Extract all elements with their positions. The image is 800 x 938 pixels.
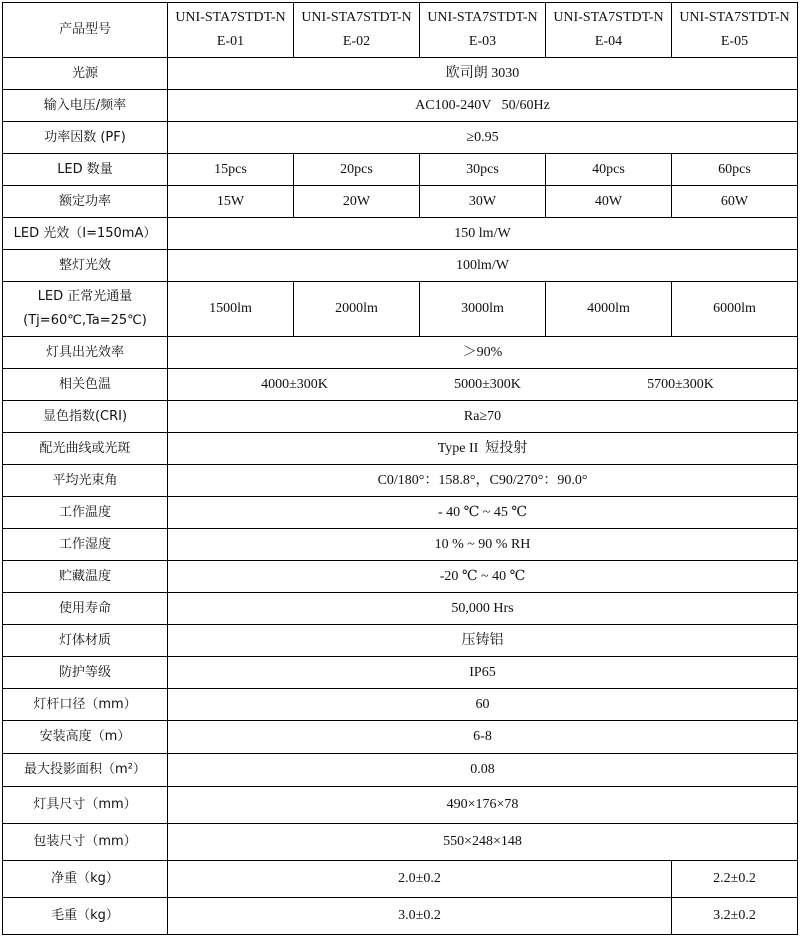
cct-value-4000: 4000±300K [261, 376, 328, 392]
table-row-rated-power [3, 186, 798, 218]
operating-temp-label: 工作温度 [3, 497, 168, 529]
cct-values [168, 369, 798, 401]
light-source-label: 光源 [3, 58, 168, 90]
table-row-input-voltage [3, 90, 798, 122]
table-row-distribution [3, 433, 798, 465]
ip-rating-label: 防护等级 [3, 657, 168, 689]
led-quantity-e04: 40pcs [546, 154, 672, 186]
install-height-value: 6-8 [168, 721, 798, 754]
operating-humidity-value: 10 % ~ 90 % RH [168, 529, 798, 561]
spec-sheet [2, 2, 797, 935]
led-quantity-e01: 15pcs [168, 154, 294, 186]
cct-value-5000: 5000±300K [454, 376, 521, 392]
led-efficacy-value: 150 lm/W [168, 218, 798, 250]
luminous-flux-e03: 3000lm [420, 282, 546, 337]
table-row-lamp-efficacy [3, 250, 798, 282]
luminous-flux-label: LED 正常光通量 (Tj=60℃,Ta=25℃) [3, 282, 168, 337]
luminous-flux-e04: 4000lm [546, 282, 672, 337]
net-weight-label: 净重（kg） [3, 861, 168, 898]
rated-power-e01: 15W [168, 186, 294, 218]
table-row-gross-weight [3, 898, 798, 935]
beam-angle-label: 平均光束角 [3, 465, 168, 497]
table-row-power-factor [3, 122, 798, 154]
led-quantity-e05: 60pcs [672, 154, 798, 186]
table-row-net-weight [3, 861, 798, 898]
table-row-projected-area [3, 754, 798, 787]
gross-weight-e05: 3.2±0.2 [672, 898, 798, 935]
distribution-label: 配光曲线或光斑 [3, 433, 168, 465]
table-row-package-size [3, 824, 798, 861]
install-height-label: 安装高度（m） [3, 721, 168, 754]
rated-power-e02: 20W [294, 186, 420, 218]
table-row-cri [3, 401, 798, 433]
table-row-storage-temp [3, 561, 798, 593]
ip-rating-value: IP65 [168, 657, 798, 689]
light-source-value: 欧司朗 3030 [168, 58, 798, 90]
table-row-pole-diameter [3, 689, 798, 721]
power-factor-value: ≥0.95 [168, 122, 798, 154]
led-quantity-e02: 20pcs [294, 154, 420, 186]
model-cell-e04: UNI-STA7STDT-N E-04 [546, 3, 672, 58]
lamp-efficacy-value: 100lm/W [168, 250, 798, 282]
distribution-value: Type II 短投射 [168, 433, 798, 465]
luminous-flux-e01: 1500lm [168, 282, 294, 337]
table-row-fixture-efficiency [3, 337, 798, 369]
gross-weight-label: 毛重（kg） [3, 898, 168, 935]
table-row-lifespan [3, 593, 798, 625]
fixture-efficiency-label: 灯具出光效率 [3, 337, 168, 369]
table-row-install-height [3, 721, 798, 754]
storage-temp-label: 贮藏温度 [3, 561, 168, 593]
cct-label: 相关色温 [3, 369, 168, 401]
cri-value: Ra≥70 [168, 401, 798, 433]
projected-area-label: 最大投影面积（m²） [3, 754, 168, 787]
net-weight-e01-e04: 2.0±0.2 [168, 861, 672, 898]
table-row-model [3, 3, 798, 58]
table-row-led-efficacy [3, 218, 798, 250]
model-cell-e05: UNI-STA7STDT-N E-05 [672, 3, 798, 58]
lifespan-value: 50,000 Hrs [168, 593, 798, 625]
lamp-efficacy-label: 整灯光效 [3, 250, 168, 282]
spec-table [2, 2, 798, 935]
table-row-luminous-flux [3, 282, 798, 337]
table-row-material [3, 625, 798, 657]
rated-power-e04: 40W [546, 186, 672, 218]
beam-angle-value: C0/180°：158.8°，C90/270°：90.0° [168, 465, 798, 497]
storage-temp-value: -20 ℃ ~ 40 ℃ [168, 561, 798, 593]
table-row-led-quantity [3, 154, 798, 186]
model-cell-e02: UNI-STA7STDT-N E-02 [294, 3, 420, 58]
gross-weight-e01-e04: 3.0±0.2 [168, 898, 672, 935]
model-cell-e01: UNI-STA7STDT-N E-01 [168, 3, 294, 58]
table-row-cct [3, 369, 798, 401]
fixture-size-label: 灯具尺寸（mm） [3, 787, 168, 824]
pole-diameter-label: 灯杆口径（mm） [3, 689, 168, 721]
input-voltage-label: 输入电压/频率 [3, 90, 168, 122]
rated-power-e05: 60W [672, 186, 798, 218]
net-weight-e05: 2.2±0.2 [672, 861, 798, 898]
model-label: 产品型号 [3, 3, 168, 58]
led-quantity-label: LED 数量 [3, 154, 168, 186]
material-value: 压铸铝 [168, 625, 798, 657]
luminous-flux-e05: 6000lm [672, 282, 798, 337]
operating-temp-value: - 40 ℃ ~ 45 ℃ [168, 497, 798, 529]
table-row-operating-temp [3, 497, 798, 529]
led-efficacy-label: LED 光效（I=150mA） [3, 218, 168, 250]
pole-diameter-value: 60 [168, 689, 798, 721]
fixture-size-value: 490×176×78 [168, 787, 798, 824]
input-voltage-value: AC100-240V 50/60Hz [168, 90, 798, 122]
package-size-label: 包装尺寸（mm） [3, 824, 168, 861]
table-row-ip-rating [3, 657, 798, 689]
rated-power-e03: 30W [420, 186, 546, 218]
package-size-value: 550×248×148 [168, 824, 798, 861]
projected-area-value: 0.08 [168, 754, 798, 787]
model-cell-e03: UNI-STA7STDT-N E-03 [420, 3, 546, 58]
rated-power-label: 额定功率 [3, 186, 168, 218]
lifespan-label: 使用寿命 [3, 593, 168, 625]
table-row-light-source [3, 58, 798, 90]
luminous-flux-e02: 2000lm [294, 282, 420, 337]
power-factor-label: 功率因数 (PF) [3, 122, 168, 154]
table-row-operating-humidity [3, 529, 798, 561]
fixture-efficiency-value: ＞90% [168, 337, 798, 369]
table-row-beam-angle [3, 465, 798, 497]
material-label: 灯体材质 [3, 625, 168, 657]
cri-label: 显色指数(CRI) [3, 401, 168, 433]
table-row-fixture-size [3, 787, 798, 824]
led-quantity-e03: 30pcs [420, 154, 546, 186]
operating-humidity-label: 工作湿度 [3, 529, 168, 561]
cct-value-5700: 5700±300K [647, 376, 714, 392]
